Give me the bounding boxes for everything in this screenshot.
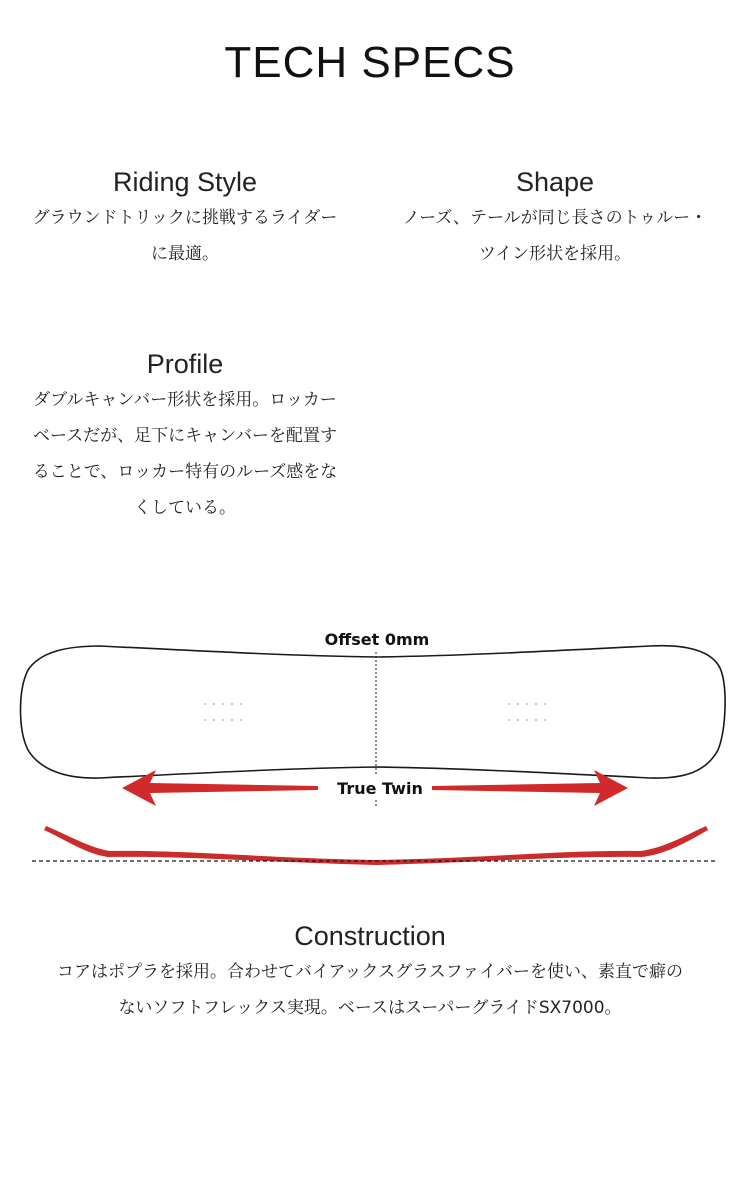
shape-heading: Shape <box>515 167 595 197</box>
offset-label: Offset 0mm <box>324 630 430 649</box>
riding-style-section <box>12 164 358 272</box>
profile-line: ダブルキャンバー形状を採用。ロッカー <box>33 390 337 410</box>
left-arrow <box>122 770 318 806</box>
profile-line: ることで、ロッカー特有のルーズ感をな <box>32 462 338 482</box>
profile-section <box>12 346 358 526</box>
construction-line: コアはポプラを採用。合わせてバイアックスグラスファイバーを使い、素直で癖の <box>57 962 683 982</box>
riding-style-line: に最適。 <box>151 244 219 264</box>
board-outline <box>21 646 726 778</box>
profile-line: くしている。 <box>134 498 236 518</box>
construction-heading: Construction <box>294 921 446 951</box>
right-arrow <box>432 770 628 806</box>
profile-curve <box>44 826 708 865</box>
construction-line: ないソフトフレックス実現。ベースはスーパーグライドSX7000。 <box>118 998 622 1018</box>
construction-section <box>10 918 730 1026</box>
board-diagram <box>0 600 740 890</box>
page-title: TECH SPECS <box>224 38 516 87</box>
profile-line: ベースだが、足下にキャンバーを配置す <box>33 426 337 446</box>
riding-style-line: グラウンドトリックに挑戦するライダー <box>32 208 338 228</box>
shape-line: ツイン形状を採用。 <box>478 244 632 264</box>
profile-heading: Profile <box>146 349 224 379</box>
shape-line: ノーズ、テールが同じ長さのトゥルー・ <box>402 208 708 228</box>
shape-section <box>382 164 728 272</box>
riding-style-heading: Riding Style <box>112 167 258 197</box>
twin-label: True Twin <box>337 779 423 798</box>
